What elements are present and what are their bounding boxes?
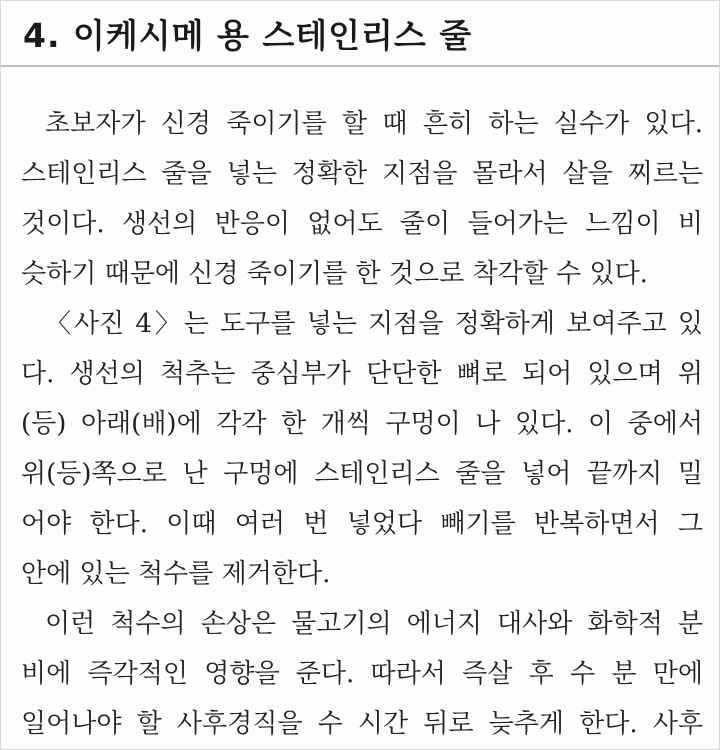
text-line: 위(등)쪽으로 난 구멍에 스테인리스 줄을 넣어 끝까지 밀 [21,459,703,489]
text-line: 것이다. 생선의 반응이 없어도 줄이 들어가는 느낌이 비 [21,209,703,239]
text-line: (등) 아래(배)에 각각 한 개씩 구멍이 나 있다. 이 중에서 [21,409,703,439]
text-line: 비에 즉각적인 영향을 준다. 따라서 즉살 후 수 분 만에 [21,659,703,689]
text-line: 안에 있는 척수를 제거한다. [21,559,331,589]
text-line: 이런 척수의 손상은 물고기의 에너지 대사와 화학적 분 [45,609,703,639]
text-line: 어야 한다. 이때 여러 번 넣었다 빼기를 반복하면서 그 [21,509,703,539]
section-heading: 4. 이케시메 용 스테인리스 줄 [23,16,473,55]
text-line: 다. 생선의 척추는 중심부가 단단한 뼈로 되어 있으며 위 [21,359,703,389]
text-line: 일어나야 할 사후경직을 수 시간 뒤로 늦추게 한다. 사후 [21,709,703,739]
text-line: 초보자가 신경 죽이기를 할 때 흔히 하는 실수가 있다. [45,109,703,139]
heading-divider [1,65,719,67]
text-line: 〈사진 4〉는 도구를 넣는 지점을 정확하게 보여주고 있 [45,309,703,339]
text-line: 슷하기 때문에 신경 죽이기를 한 것으로 착각할 수 있다. [21,259,648,289]
text-line: 스테인리스 줄을 넣는 정확한 지점을 몰라서 살을 찌르는 [21,159,703,189]
